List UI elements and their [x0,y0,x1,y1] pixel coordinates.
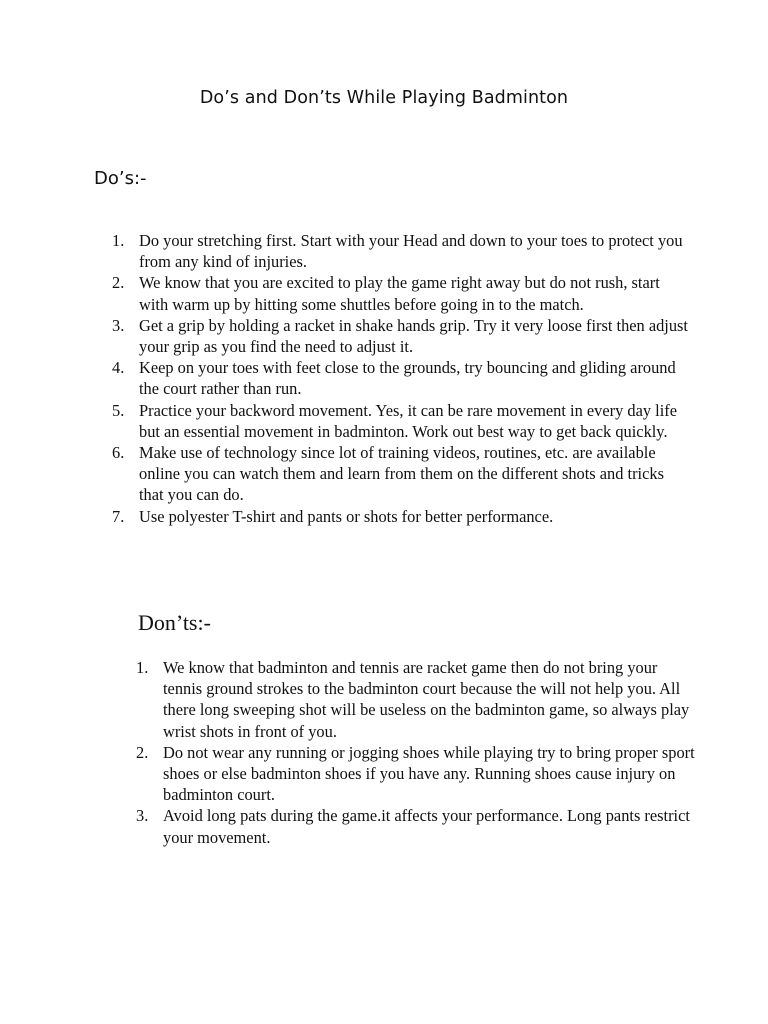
item-number: 2. [136,742,149,762]
item-number: 5. [112,400,125,420]
item-number: 3. [136,806,149,826]
list-item [136,742,696,806]
item-text: We know that you are excited to play the game right away but do not rush, start with warm up by hitting some shuttles before going in to the match. [139,273,660,314]
document-title: Do’s and Don’ts While Playing Badminton [199,88,569,108]
list-item [112,272,692,314]
dos-list [112,230,692,527]
list-item [112,442,692,506]
list-item [112,315,692,357]
list-item [136,805,696,847]
list-item [112,357,692,399]
item-number: 6. [112,443,125,463]
list-item [112,506,692,527]
item-number: 1. [136,658,149,677]
item-text: Do not wear any running or jogging shoes while playing try to bring proper sport shoes or else badminton shoes if you have any. Running shoes cause injury on badminton court. [163,742,695,805]
item-text: Avoid long pats during the game.it affects your performance. Long pants restrict your movement. [163,806,690,847]
list-item [112,230,692,272]
item-number: 4. [112,358,125,378]
list-item [136,657,696,742]
donts-list [136,657,696,848]
item-text: We know that badminton and tennis are racket game then do not bring your tennis ground strokes to the badminton court because the will not help you. All there long sweeping shot will be useless on the badminton game, so always play wrist shots in front of you. [163,658,690,741]
item-number: 2. [112,273,125,293]
item-text: Get a grip by holding a racket in shake hands grip. Try it very loose first then adjust your grip as you find the need to adjust it. [139,315,688,357]
item-number: 7. [112,506,125,526]
item-text: Keep on your toes with feet close to the grounds, try bouncing and gliding around the court rather than run. [139,358,676,399]
item-text: Make use of technology since lot of training videos, routines, etc. are available online you can watch them and learn from them on the different shots and tricks that you can do. [139,443,664,505]
donts-heading: Don’ts:- [138,610,211,635]
dos-heading: Do’s:- [94,168,147,189]
item-number: 1. [112,231,125,250]
list-item [112,400,692,442]
item-number: 3. [112,315,125,335]
item-text: Use polyester T-shirt and pants or shots for better performance. [139,506,554,526]
item-text: Do your stretching first. Start with your Head and down to your toes to protect you from any kind of injuries. [139,231,683,272]
item-text: Practice your backword movement. Yes, it can be rare movement in every day life but an essential movement in badminton. Work out best way to get back quickly. [139,400,677,441]
